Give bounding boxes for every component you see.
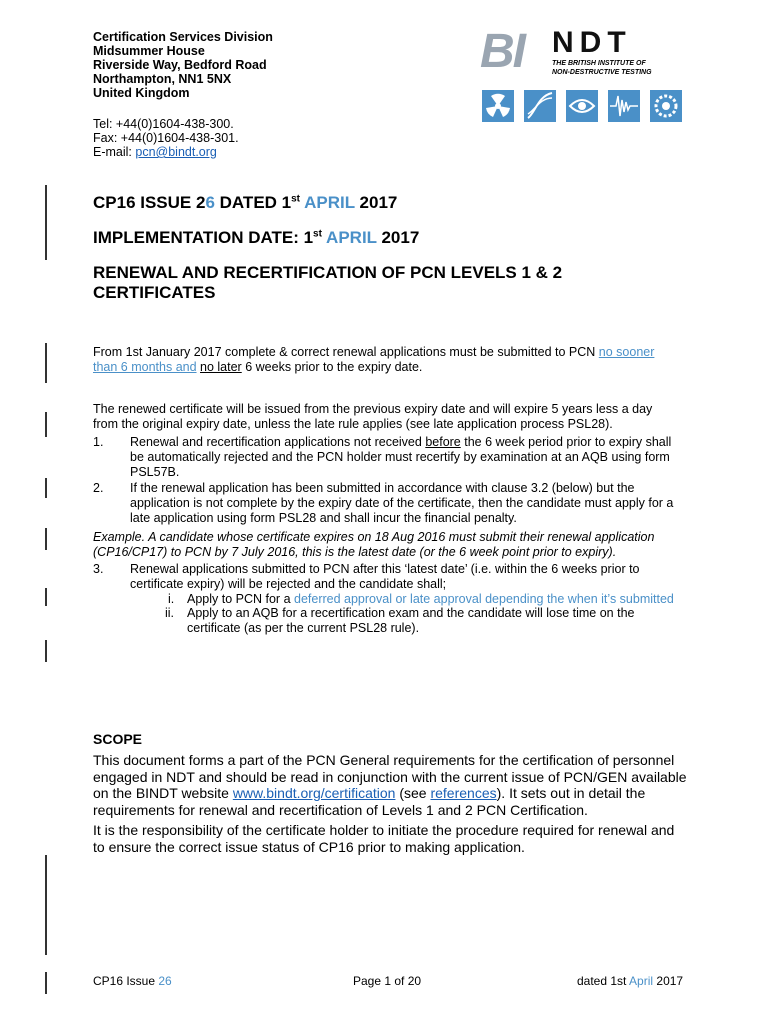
list-number: 1. <box>93 435 104 449</box>
renewed-certificate-paragraph: The renewed certificate will be issued from the previous expiry date and will expire 5 years less a day from the original expiry date, unless the late rule applies (see late application process PSL28). <box>93 402 653 431</box>
six-months-link[interactable]: than 6 months and <box>93 360 197 374</box>
references-link[interactable]: references <box>430 785 497 801</box>
change-bar <box>45 972 47 994</box>
bindt-logo <box>480 25 685 130</box>
logo-ndt: NDT <box>552 26 632 59</box>
renewal-timing-paragraph: From 1st January 2017 complete & correct renewal applications must be submitted to PCN no sooner than 6 months and no later 6 weeks prior to the expiry date. <box>93 345 655 374</box>
change-bar <box>45 412 47 437</box>
scope-paragraph: This document forms a part of the PCN General requirements for the certification of personnel engaged in NDT and should be read in conjunction with the current issue of PCN/GEN available on the BINDT website www.bindt.org/certification (see references). It sets out in detail the requirements for renewal and recertification of Levels 1 and 2 PCN Certification. <box>93 752 687 818</box>
logo-bi: BI <box>480 25 524 78</box>
footer-issue: CP16 Issue 26 <box>93 974 172 988</box>
bindt-certification-link[interactable]: www.bindt.org/certification <box>232 785 396 801</box>
radiation-icon <box>482 90 514 122</box>
email-link[interactable]: pcn@bindt.org <box>135 145 217 159</box>
address-line: Certification Services Division <box>93 30 273 44</box>
magnetic-icon <box>524 90 556 122</box>
address-block <box>93 30 273 100</box>
email-line <box>93 145 239 159</box>
footer-page-number: Page 1 of 20 <box>353 974 422 988</box>
tel: Tel: +44(0)1604-438-300. <box>93 117 234 131</box>
change-bar <box>45 185 47 260</box>
address-line: Riverside Way, Bedford Road <box>93 58 267 72</box>
list-item: If the renewal application has been submitted in accordance with clause 3.2 (below) but the application is not complete by the expiry date of the certificate, then the candidate must apply for a late application using form PSL28 and shall incur the financial penalty. <box>130 481 674 525</box>
issue-title: CP16 ISSUE 26 DATED 1st APRIL 2017 <box>93 193 398 212</box>
no-sooner-link[interactable]: no sooner <box>598 345 655 359</box>
list-number: 2. <box>93 481 104 495</box>
list-item: Renewal and recertification applications not received before the 6 week period prior to expiry shall be automatically rejected and the PCN holder must recertify by examination at an AQB using form PSL57B. <box>130 435 672 479</box>
address-line: United Kingdom <box>93 86 190 100</box>
list-number: 3. <box>93 562 104 576</box>
sub-item-number: ii. <box>165 606 175 620</box>
sub-item-number: i. <box>168 592 175 606</box>
email-label: E-mail: <box>93 145 136 159</box>
change-bar <box>45 478 47 498</box>
address-line: Midsummer House <box>93 44 205 58</box>
logo-line1: THE BRITISH INSTITUTE OF <box>552 60 646 67</box>
change-bar <box>45 855 47 955</box>
eye-icon <box>566 90 598 122</box>
sub-item: Apply to PCN for a deferred approval or late approval depending the when it’s submitted <box>187 592 674 606</box>
document-heading: RENEWAL AND RECERTIFICATION OF PCN LEVELS 1 & 2 CERTIFICATES <box>93 263 563 302</box>
address-line: Northampton, NN1 5NX <box>93 72 232 86</box>
logo-icons <box>480 88 685 129</box>
gear-icon <box>650 90 682 122</box>
contact-block <box>93 117 239 159</box>
change-bar <box>45 588 47 606</box>
footer-date: dated 1st April 2017 <box>577 974 684 988</box>
list-item: Renewal applications submitted to PCN after this ‘latest date’ (i.e. within the 6 weeks prior to certificate expiry) will be rejected and the candidate shall; <box>130 562 640 591</box>
change-bar <box>45 343 47 383</box>
responsibility-paragraph: It is the responsibility of the certificate holder to initiate the procedure required for renewal and to ensure the correct issue status of CP16 prior to making application. <box>93 822 675 855</box>
ultrasonic-wave-icon <box>608 90 640 122</box>
change-bar <box>45 528 47 550</box>
scope-heading: SCOPE <box>93 731 143 747</box>
change-bar <box>45 640 47 662</box>
example-paragraph: Example. A candidate whose certificate expires on 18 Aug 2016 must submit their renewal application (CP16/CP17) to PCN by 7 July 2016, this is the latest date (or the 6 week point prior to expiry). <box>93 530 655 559</box>
sub-item: Apply to an AQB for a recertification exam and the candidate will lose time on the certificate (as per the current PSL28 rule). <box>187 606 635 635</box>
fax: Fax: +44(0)1604-438-301. <box>93 131 239 145</box>
implementation-title: IMPLEMENTATION DATE: 1st APRIL 2017 <box>93 228 420 247</box>
logo-line2: NON-DESTRUCTIVE TESTING <box>552 69 652 76</box>
